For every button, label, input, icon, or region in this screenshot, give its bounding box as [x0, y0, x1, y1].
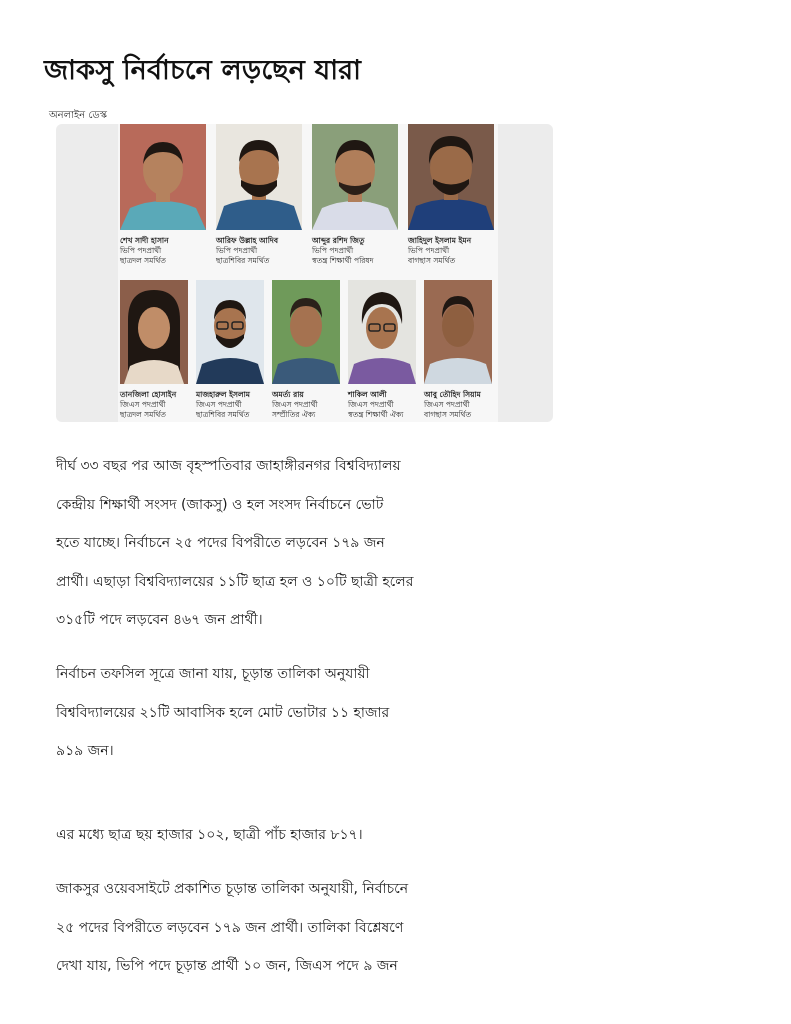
paragraph-1 — [56, 447, 413, 640]
caption-panel: সম্প্রীতির ঐক্য — [272, 410, 316, 419]
paragraph-line: বিশ্ববিদ্যালয়ের ২১টি আবাসিক হলে মোট ভোটার ১১ হাজার — [56, 704, 390, 721]
caption-name: আরিফ উল্লাহ আদিব — [216, 236, 279, 245]
caption-post: জিএস পদপ্রার্থী — [424, 400, 470, 409]
caption-post: জিএস পদপ্রার্থী — [196, 400, 242, 409]
caption-post: জিএস পদপ্রার্থী — [120, 400, 166, 409]
caption-post: জিএস পদপ্রার্থী — [272, 400, 318, 409]
paragraph-line: ৯১৯ জন। — [56, 743, 114, 759]
caption-panel: ছাত্রদল সমর্থিত — [120, 256, 166, 265]
caption-post: ভিপি পদপ্রার্থী — [312, 246, 354, 255]
caption-panel: স্বতন্ত্র শিক্ষার্থী ঐক্য — [348, 410, 404, 419]
paragraph-line: প্রার্থী। এছাড়া বিশ্ববিদ্যালয়ের ১১টি ছাত্র হল ও ১০টি ছাত্রী হলের — [56, 573, 414, 590]
article-headline: জাকসু নির্বাচনে লড়ছেন যারা — [44, 55, 362, 86]
paragraph-line: ৩১৫টি পদে লড়বেন ৪৬৭ জন প্রার্থী। — [56, 612, 263, 628]
caption-panel: ছাত্রশিবির সমর্থিত — [196, 410, 250, 419]
caption-name: শেখ সাদী হাসান — [120, 236, 169, 245]
caption-post: ভিপি পদপ্রার্থী — [408, 246, 450, 255]
caption-name: শাকিল আলী — [348, 390, 387, 399]
photo-collage — [118, 124, 498, 422]
caption-name: জাহিদুল ইসলাম ইমন — [408, 236, 472, 245]
paragraph-line: নির্বাচন তফসিল সূত্রে জানা যায়, চূড়ান্ত তালিকা অনুযায়ী — [56, 666, 370, 682]
caption-name: অমর্ত্য রায় — [272, 390, 304, 399]
caption-panel: ছাত্রশিবির সমর্থিত — [216, 256, 270, 265]
article-byline: অনলাইন ডেস্ক — [49, 110, 107, 121]
caption-panel: বাগছাস সমর্থিত — [424, 410, 472, 419]
caption-post: ভিপি পদপ্রার্থী — [120, 246, 162, 255]
caption-panel: স্বতন্ত্র শিক্ষার্থী পরিষদ — [312, 256, 374, 265]
paragraph-4 — [56, 870, 408, 986]
caption-name: আব্দুর রশিদ জিতু — [312, 236, 365, 245]
caption-post: জিএস পদপ্রার্থী — [348, 400, 394, 409]
paragraph-line: এর মধ্যে ছাত্র ছয় হাজার ১০২, ছাত্রী পাঁচ হাজার ৮১৭। — [56, 827, 363, 843]
paragraph-line: কেন্দ্রীয় শিক্ষার্থী সংসদ (জাকসু) ও হল সংসদ নির্বাচনে ভোট — [56, 496, 384, 513]
paragraph-2 — [56, 655, 389, 771]
paragraph-line: হতে যাচ্ছে। নির্বাচনে ২৫ পদের বিপরীতে লড়বেন ১৭৯ জন — [56, 535, 385, 551]
paragraph-line: দীর্ঘ ৩৩ বছর পর আজ বৃহস্পতিবার জাহাঙ্গীরনগর বিশ্ববিদ্যালয় — [56, 458, 401, 474]
caption-panel: ছাত্রদল সমর্থিত — [120, 410, 166, 419]
candidates-photo — [56, 124, 553, 422]
caption-name: মাজহারুল ইসলাম — [196, 390, 250, 399]
paragraph-line: জাকসুর ওয়েবসাইটে প্রকাশিত চূড়ান্ত তালিকা অনুযায়ী, নির্বাচনে — [56, 881, 409, 897]
caption-panel: বাগছাস সমর্থিত — [408, 256, 456, 265]
paragraph-line: দেখা যায়, ভিপি পদে চূড়ান্ত প্রার্থী ১০ জন, জিএস পদে ৯ জন — [56, 958, 398, 974]
caption-post: ভিপি পদপ্রার্থী — [216, 246, 258, 255]
caption-name: আবু তৌহিদ সিয়াম — [424, 390, 481, 399]
caption-name: তানজিলা হোসাইন — [120, 390, 177, 399]
paragraph-3 — [56, 816, 363, 855]
paragraph-line: ২৫ পদের বিপরীতে লড়বেন ১৭৯ জন প্রার্থী। তালিকা বিশ্লেষণে — [56, 919, 404, 936]
